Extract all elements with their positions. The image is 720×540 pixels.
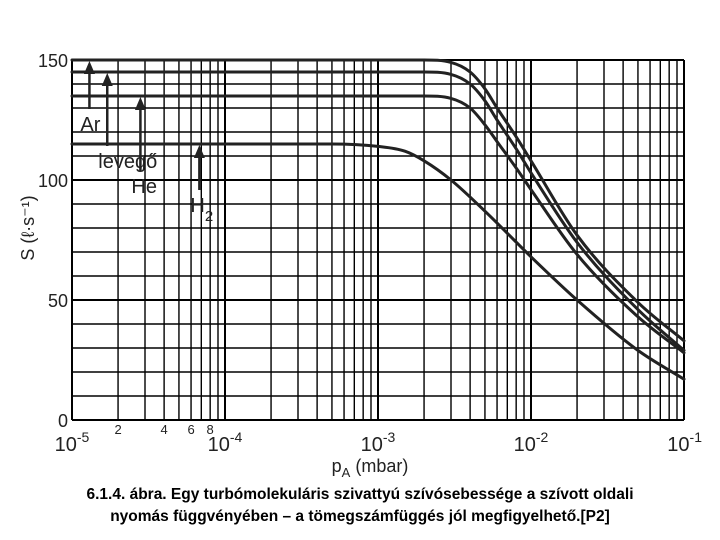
y-tick-label: 150	[37, 51, 68, 71]
annotation-label-main: levegő	[98, 151, 158, 173]
x-tick-base: 10	[54, 434, 77, 456]
x-axis-label-rest: (mbar)	[350, 456, 409, 476]
x-tick-exponent: -5	[76, 429, 90, 445]
axes	[18, 51, 702, 480]
figure-caption	[0, 484, 720, 528]
annotation-label	[131, 176, 157, 198]
x-axis-label	[332, 456, 409, 480]
x-minor-tick-label: 4	[160, 422, 168, 437]
caption-line-2: nyomás függvényében – a tömegszámfüggés jól megfigyelhető.[P2]	[110, 508, 610, 525]
x-tick-exponent: -3	[382, 429, 396, 445]
annotation-arrowhead	[194, 145, 205, 158]
annotation-label	[98, 151, 157, 173]
x-minor-tick-label: 6	[187, 422, 195, 437]
grid	[72, 60, 684, 420]
annotation-label-main: H	[190, 195, 205, 217]
x-tick-base: 10	[513, 434, 536, 456]
x-tick-label	[514, 429, 549, 456]
annotation-label	[80, 114, 100, 136]
y-tick-label: 100	[37, 171, 68, 191]
caption-line-1: 6.1.4. ábra. Egy turbómolekuláris szivattyú szívósebessége a szívott oldali	[86, 486, 634, 503]
y-tick-label: 0	[57, 411, 68, 431]
x-axis-label-main: p	[331, 456, 342, 476]
x-tick-label	[361, 429, 396, 456]
x-minor-tick-label: 8	[206, 422, 214, 437]
x-tick-exponent: -2	[535, 429, 549, 445]
annotation-arrowhead	[84, 61, 95, 74]
x-tick-label	[667, 429, 702, 456]
x-tick-base: 10	[207, 434, 230, 456]
annotation-arrowhead	[135, 97, 146, 110]
x-tick-base: 10	[360, 434, 383, 456]
annotation-label-sub: 2	[204, 208, 214, 225]
x-axis-label-sub: A	[341, 465, 351, 480]
annotation-label-main: Ar	[80, 114, 101, 136]
x-tick-base: 10	[667, 434, 690, 456]
annotation-label-main: He	[131, 176, 157, 198]
x-minor-tick-label: 2	[114, 422, 122, 437]
x-tick-label	[55, 429, 90, 456]
y-tick-label: 50	[47, 291, 68, 311]
x-tick-exponent: -1	[689, 429, 702, 445]
x-tick-exponent: -4	[229, 429, 243, 445]
y-axis-label: S (ℓ·s⁻¹)	[18, 195, 38, 261]
annotation-arrowhead	[102, 73, 113, 86]
